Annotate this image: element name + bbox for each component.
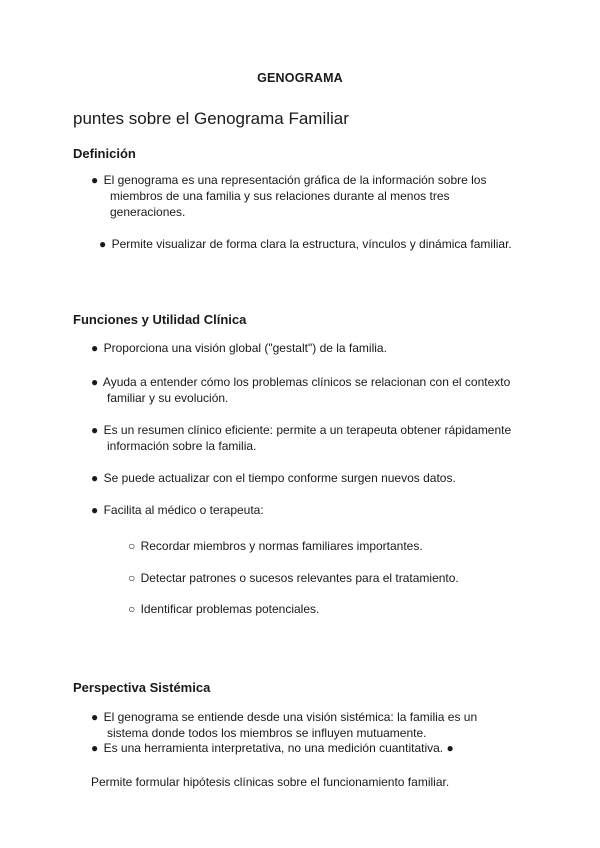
list-item <box>91 374 510 390</box>
list-item <box>99 236 512 252</box>
section-heading-perspectiva: Perspectiva Sistémica <box>73 680 211 695</box>
closing-paragraph: Permite formular hipótesis clínicas sobre el funcionamiento familiar. <box>91 775 450 789</box>
list-item-text: generaciones. <box>110 205 186 219</box>
section-heading-funciones: Funciones y Utilidad Clínica <box>73 312 247 327</box>
list-item-text: miembros de una familia y sus relaciones durante al menos tres <box>110 189 450 203</box>
list-item-text: El genograma se entiende desde una visión sistémica: la familia es un <box>103 710 478 724</box>
list-item-text: Es una herramienta interpretativa, no una medición cuantitativa. ● <box>103 741 454 755</box>
document-subtitle: puntes sobre el Genograma Familiar <box>73 109 349 128</box>
list-item-text: Ayuda a entender cómo los problemas clínicos se relacionan con el contexto <box>102 375 511 389</box>
circle-bullet-icon: ○ <box>128 602 136 616</box>
list-item <box>91 470 456 486</box>
list-item-text: información sobre la familia. <box>107 439 257 453</box>
circle-bullet-icon: ○ <box>128 539 136 553</box>
circle-bullet-icon: ○ <box>128 571 136 585</box>
bullet-icon: ● <box>91 375 99 389</box>
bullet-icon: ● <box>91 173 99 187</box>
list-item <box>91 422 511 438</box>
list-item <box>91 340 387 356</box>
list-item-text: sistema donde todos los miembros se influyen mutuamente. <box>107 726 427 740</box>
list-item <box>91 740 454 756</box>
list-item-text: El genograma es una representación gráfica de la información sobre los <box>103 173 487 187</box>
list-item-text: Recordar miembros y normas familiares importantes. <box>140 539 423 553</box>
bullet-icon: ● <box>91 471 99 485</box>
bullet-icon: ● <box>91 341 99 355</box>
list-item-text: Es un resumen clínico eficiente: permite a un terapeuta obtener rápidamente <box>103 423 512 437</box>
sub-list-item <box>128 538 423 554</box>
section-heading-definicion: Definición <box>73 146 136 161</box>
bullet-icon: ● <box>91 710 99 724</box>
sub-list-item <box>128 570 459 586</box>
list-item-text: Se puede actualizar con el tiempo conforme surgen nuevos datos. <box>103 471 456 485</box>
list-item-text: Facilita al médico o terapeuta: <box>103 503 264 517</box>
list-item-text: Proporciona una visión global ("gestalt") de la familia. <box>103 341 387 355</box>
document-title: GENOGRAMA <box>257 71 343 85</box>
bullet-icon: ● <box>99 237 107 251</box>
bullet-icon: ● <box>91 741 99 755</box>
list-item-text: Permite visualizar de forma clara la estructura, vínculos y dinámica familiar. <box>111 237 512 251</box>
list-item-text: familiar y su evolución. <box>107 391 229 405</box>
sub-list-item <box>128 601 319 617</box>
list-item-text: Identificar problemas potenciales. <box>140 602 320 616</box>
bullet-icon: ● <box>91 423 99 437</box>
list-item-text: Detectar patrones o sucesos relevantes para el tratamiento. <box>140 571 459 585</box>
list-item <box>91 172 486 188</box>
bullet-icon: ● <box>91 503 99 517</box>
list-item <box>91 502 264 518</box>
list-item <box>91 709 477 725</box>
